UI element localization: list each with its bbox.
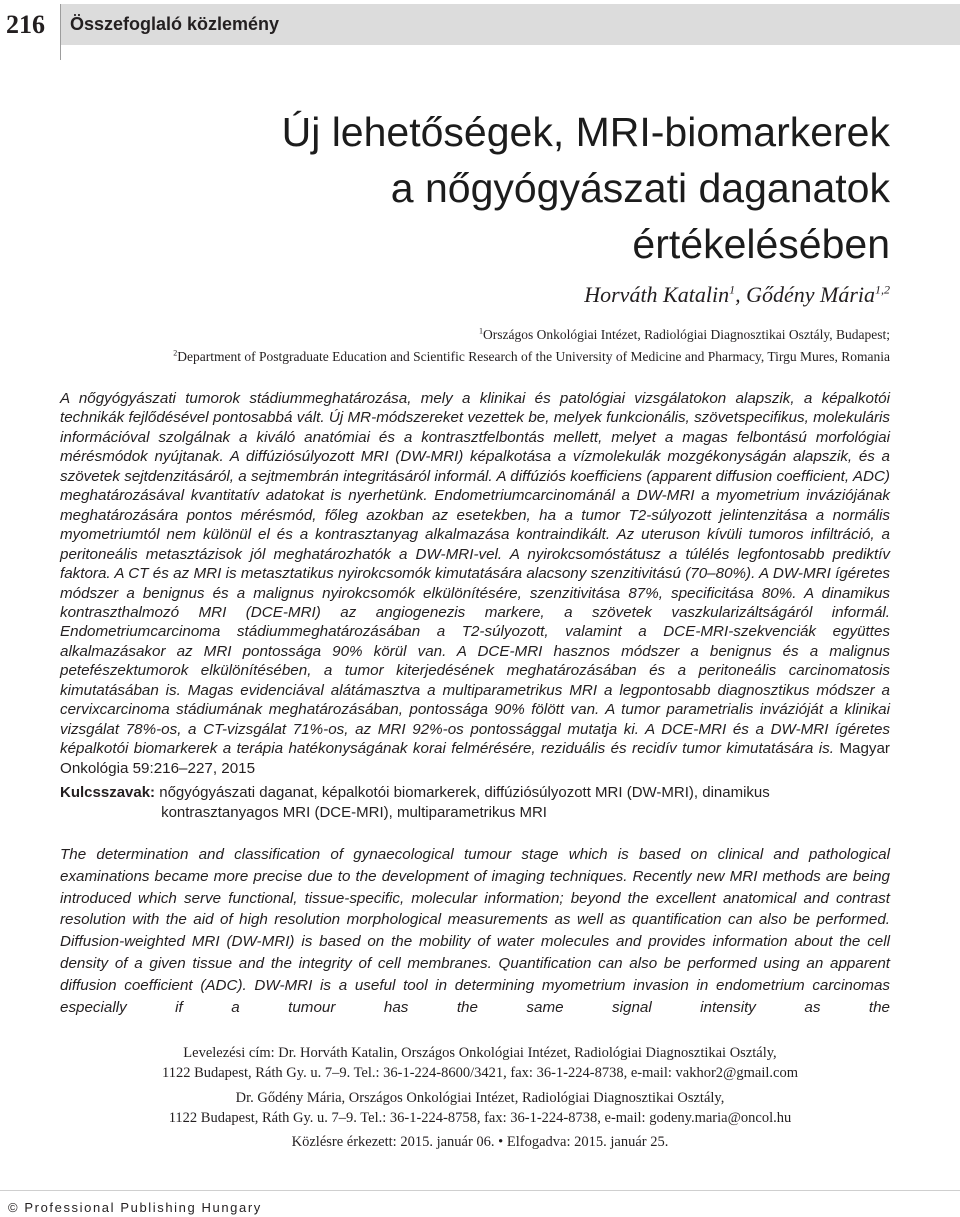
submission-dates: Közlésre érkezett: 2015. január 06. • Elfogadva: 2015. január 25.	[291, 1134, 669, 1150]
author-affiliation-mark: 1,2	[875, 282, 890, 297]
author-separator: ,	[735, 282, 747, 307]
affiliation-2	[173, 349, 890, 365]
abstract-english: The determination and classification of gynaecological tumour stage which is based on clinical and pathological examinations became more precise due to the development of imaging techniques. Recently new MRI methods are being introduced which serve functional, tissue-specific, molecular information; beyond the excellent anatomical and contrast resolution with the aid of high resolution morphological measurements as well as quantification can also be performed. Diffusion-weighted MRI (DW-MRI) is based on the mobility of water molecules and provides information about the cell density of a given tissue and the integrity of cell membranes. Quantification can also be performed using an apparent diffusion coefficient (ADC). DW-MRI is a useful tool in determining myometrium invasion in endometrium carcinomas especially if a tumour has the same signal intensity as the	[60, 846, 890, 1016]
page-number: 216	[6, 10, 45, 39]
title-line-3: értékelésében	[632, 221, 890, 267]
section-label: Összefoglaló közlemény	[70, 14, 280, 34]
page-header	[0, 0, 960, 52]
affiliation-mark: 1	[478, 326, 483, 336]
keywords-block	[60, 783, 890, 823]
correspondence-2	[0, 1088, 960, 1128]
affiliation-text: Országos Onkológiai Intézet, Radiológiai Diagnosztikai Osztály, Budapest;	[482, 327, 890, 342]
correspondence-line: 1122 Budapest, Ráth Gy. u. 7–9. Tel.: 36-1-224-8758, fax: 36-1-224-8738, e-mail: godeny.maria@oncol.hu	[168, 1110, 792, 1126]
keywords-label: Kulcsszavak:	[60, 784, 156, 801]
keywords-text: nőgyógyászati daganat, képalkotói biomarkerek, diffúziósúlyozott MRI (DW-MRI), dinamikus kontrasztanyagos MRI (DCE-MRI), multiparametrikus MRI	[159, 784, 770, 821]
article-title	[90, 104, 890, 272]
abstract-hungarian	[60, 389, 890, 778]
affiliation-mark: 2	[173, 348, 178, 358]
footer-divider	[0, 1190, 960, 1191]
correspondence-line: Levelezési cím: Dr. Horváth Katalin, Országos Onkológiai Intézet, Radiológiai Diagnosztikai Osztály,	[183, 1045, 777, 1061]
affiliation-1	[479, 327, 890, 343]
author-affiliation-mark: 1	[729, 282, 736, 297]
title-line-2: a nőgyógyászati daganatok	[390, 165, 890, 211]
correspondence-line: Dr. Gődény Mária, Országos Onkológiai Intézet, Radiológiai Diagnosztikai Osztály,	[235, 1090, 725, 1106]
abstract-hungarian-text: A nőgyógyászati tumorok stádiummeghatározása, mely a klinikai és patológiai vizsgálatokon alapszik, a képalkotói technikák fejlődésével pontosabbá vált. Új MR-módszereket vezettek be, melyek funkcionális, szövetspecifikus, molekuláris információval szolgálnak a kiváló anatómiai és a kontrasztfelbontás mellett, melyet a magas felbontású morfológiai mérésmódok nyújtanak. A diffúziósúlyozott MRI (DW-MRI) képalkotása a vízmolekulák mozgékonyságán alapszik, és a szövetek sejtdenzitásáról, a sejtmembrán integritásáról informál. A diffúziós koefficiens (apparent diffusion coefficient, ADC) meghatározásával kvantitatív adatokat is nyerhetünk. Endometriumcarcinománál a DW-MRI a myometrium inváziójának meghatározására pontos mérésmód, főleg azokban az esetekben, ha a tumor T2-súlyozott jelintenzitása a normális myometriumtól nem különül el és a kontrasztanyag alkalmazása kontraindikált. Az uteruson kívüli tumoros infiltráció, a peritoneális metasztázisok jól meghatározhatók a DW-MRI-vel. A nyirokcsomóstátusz a túlélés legfontosabb prediktív faktora. A CT és az MRI is metasztatikus nyirokcsomók kimutatására alacsony szenzitivitású (70–80%). A DW-MRI ígéretes módszer a benignus és a malignus nyirokcsomók elkülönítésére, szenzitivitása 87%, specificitása 80%. A dinamikus kontraszthalmozó MRI (DCE-MRI) az angiogenezis markere, a szövetek vaszkularizáltságáról informál. Endometriumcarcinoma stádiummeghatározásában a T2-súlyozott, valamint a DCE-MRI-szekvenciák együttes alkalmazásakor az MRI pontossága 90% körül van. A DCE-MRI hasznos módszer a benignus és a malignus petefészektumorok elkülönítésében, a tumor kiterjedésének meghatározásában és a peritoneális carcinomatosis kimutatásában is. Magas evidenciával alátámasztva a multiparametrikus MRI a legpontosabb diagnosztikus módszer a cervixcarcinoma stádiumának meghatározásában, pontossága 90% fölött van. A tumor parametrialis invázióját a klinikai vizsgálat 78%-os, a CT-vizsgálat 71%-os, az MRI 92%-os pontossággal mutatja ki. A DCE-MRI és a DW-MRI ígéretes képalkotói biomarkerek a terápia hatékonyságának korai felmérésére, reziduális és recidív tumor kimutatására is.	[60, 390, 890, 758]
author-list	[584, 282, 890, 308]
author-name: Gődény Mária	[746, 282, 875, 307]
correspondence-1	[0, 1043, 960, 1083]
citation: Magyar Onkológia 59:216–227, 2015	[60, 740, 890, 777]
affiliation-text: Department of Postgraduate Education and Scientific Research of the University of Medicine and Pharmacy, Tirgu Mures, Romania	[177, 349, 890, 364]
title-line-1: Új lehetőségek, MRI-biomarkerek	[281, 109, 890, 155]
author-name: Horváth Katalin	[584, 282, 730, 307]
publisher-copyright: © Professional Publishing Hungary	[8, 1200, 262, 1215]
correspondence-line: 1122 Budapest, Ráth Gy. u. 7–9. Tel.: 36-1-224-8600/3421, fax: 36-1-224-8738, e-mail: vakhor2@gmail.com	[161, 1065, 798, 1081]
